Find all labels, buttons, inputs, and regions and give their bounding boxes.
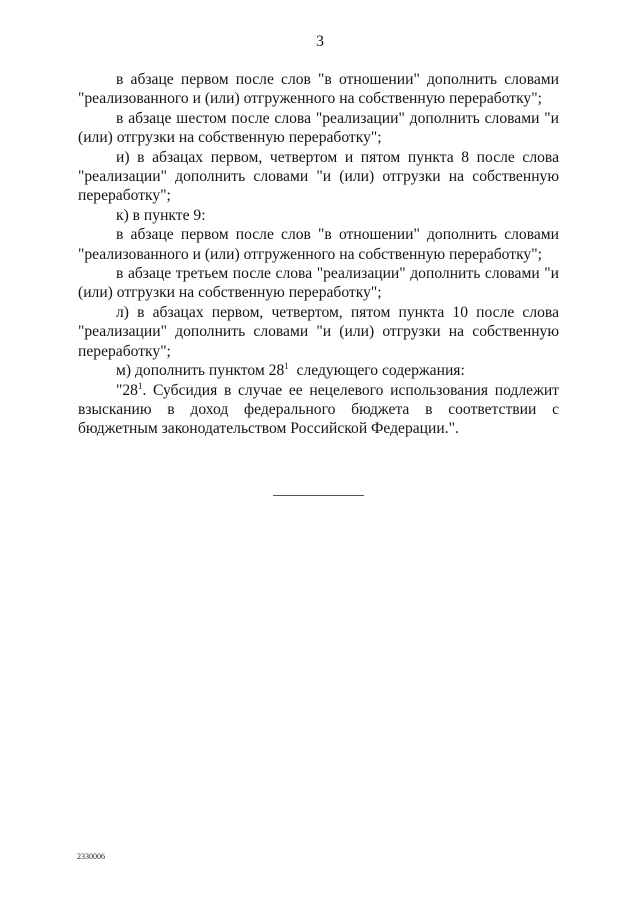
paragraph: л) в абзацах первом, четвертом, пятом пункта 10 после слова "реализации" дополнить словами "и (или) отгрузки на собственную переработку"; (78, 303, 559, 360)
end-divider (273, 495, 364, 496)
paragraph: и) в абзацах первом, четвертом и пятом пункта 8 после слова "реализации" дополнить словами "и (или) отгрузки на собственную переработку"; (78, 148, 559, 205)
paragraph: к) в пункте 9: (116, 206, 206, 224)
document-body (78, 70, 559, 439)
superscript: 1 (284, 361, 289, 372)
paragraph (78, 381, 559, 439)
page-number: 3 (316, 33, 324, 50)
paragraph (78, 361, 559, 380)
document-code: 2330006 (77, 852, 105, 861)
superscript: 1 (137, 380, 143, 391)
paragraph-text: . Субсидия в случае ее нецелевого использования подлежит взысканию в доход федерального бюджета в соответствии с бюджетным законодательством Российской Федерации.". (78, 381, 559, 438)
paragraph: в абзаце первом после слов "в отношении" дополнить словами "реализованного и (или) отгруженного на собственную переработку"; (78, 71, 559, 108)
paragraph: в абзаце первом после слов "в отношении" дополнить словами "реализованного и (или) отгруженного на собственную переработку"; (78, 226, 559, 263)
paragraph-text: м) дополнить пунктом 28 (116, 362, 285, 380)
paragraph-text: следующего содержания: (288, 362, 465, 380)
paragraph: в абзаце третьем после слова "реализации" дополнить словами "и (или) отгрузки на собственную переработку"; (78, 265, 559, 302)
paragraph-text: "28 (116, 381, 138, 399)
paragraph: в абзаце шестом после слова "реализации" дополнить словами "и (или) отгрузки на собственную переработку"; (78, 109, 559, 147)
